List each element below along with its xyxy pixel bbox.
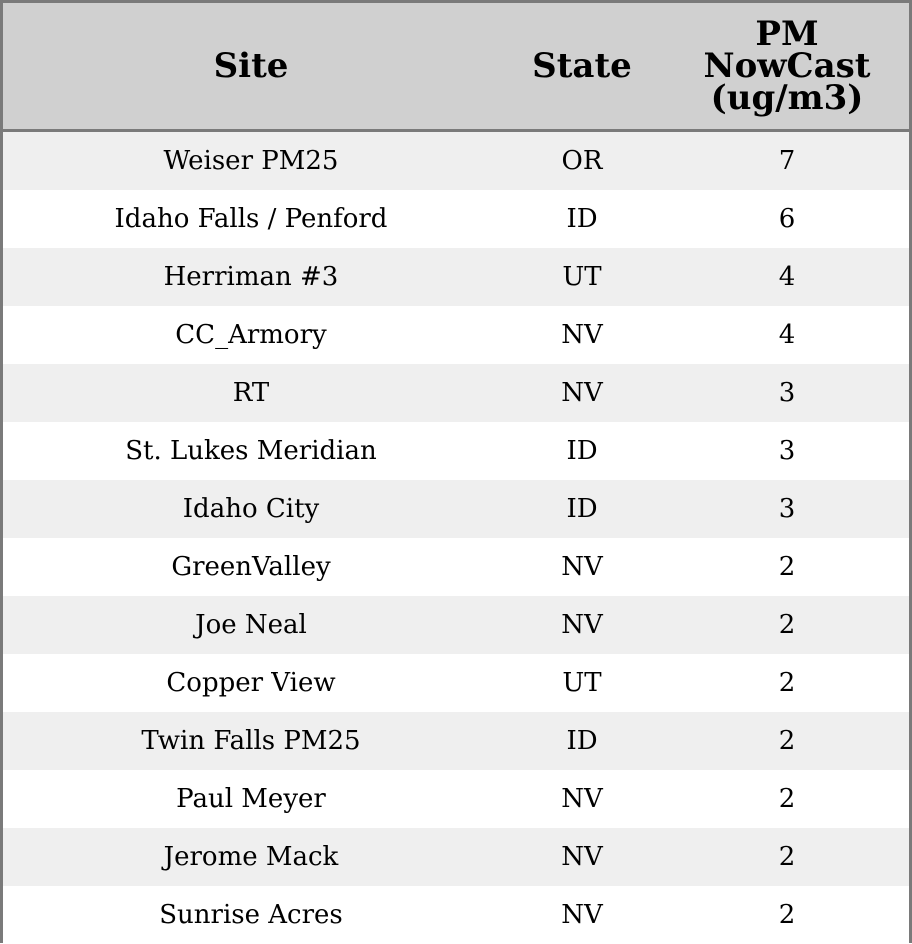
table-row: [3, 190, 909, 248]
table-header: [3, 3, 909, 132]
header-pm-nowcast: [665, 3, 909, 129]
cell-state: ID: [566, 436, 598, 466]
header-site-line: Site: [213, 46, 289, 86]
table-row: [3, 248, 909, 306]
cell-state: NV: [561, 784, 603, 814]
cell-pm-nowcast: 3: [778, 436, 796, 466]
cell-pm-nowcast: 4: [778, 262, 796, 292]
cell-state: UT: [562, 262, 602, 292]
cell-state: NV: [561, 552, 603, 582]
header-site: [3, 3, 499, 129]
cell-pm-nowcast: 2: [778, 842, 796, 872]
cell-site: Weiser PM25: [163, 146, 339, 176]
cell-site: Twin Falls PM25: [141, 726, 361, 756]
cell-site: RT: [232, 378, 270, 408]
cell-site: GreenValley: [171, 552, 331, 582]
header-pm-line-2: NowCast: [703, 46, 871, 86]
cell-pm-nowcast: 3: [778, 494, 796, 524]
cell-pm-nowcast: 2: [778, 726, 796, 756]
cell-site: St. Lukes Meridian: [125, 436, 377, 466]
table-row: [3, 712, 909, 770]
cell-site: Idaho City: [182, 494, 320, 524]
cell-site: Idaho Falls / Penford: [114, 204, 388, 234]
table-row: [3, 770, 909, 828]
cell-site: CC_Armory: [175, 320, 327, 350]
header-state: [499, 3, 665, 129]
cell-site: Copper View: [166, 668, 336, 698]
cell-site: Paul Meyer: [176, 784, 326, 814]
header-state-line: State: [532, 46, 632, 86]
cell-pm-nowcast: 2: [778, 668, 796, 698]
cell-state: ID: [566, 204, 598, 234]
table-row: [3, 654, 909, 712]
table-row: [3, 480, 909, 538]
cell-pm-nowcast: 2: [778, 900, 796, 930]
cell-pm-nowcast: 7: [778, 146, 796, 176]
cell-pm-nowcast: 3: [778, 378, 796, 408]
table-row: [3, 132, 909, 190]
cell-site: Jerome Mack: [163, 842, 339, 872]
cell-state: UT: [562, 668, 602, 698]
cell-state: NV: [561, 610, 603, 640]
cell-state: NV: [561, 378, 603, 408]
cell-state: OR: [561, 146, 603, 176]
table-row: [3, 828, 909, 886]
table-row: [3, 306, 909, 364]
table-row: [3, 886, 909, 944]
cell-pm-nowcast: 2: [778, 784, 796, 814]
cell-state: NV: [561, 900, 603, 930]
table-row: [3, 364, 909, 422]
table-row: [3, 596, 909, 654]
table-body: [3, 132, 909, 940]
cell-pm-nowcast: 2: [778, 552, 796, 582]
cell-state: ID: [566, 494, 598, 524]
table-row: [3, 422, 909, 480]
cell-site: Joe Neal: [195, 610, 307, 640]
table-row: [3, 538, 909, 596]
header-pm-line-3: (ug/m3): [710, 78, 864, 118]
cell-site: Sunrise Acres: [159, 900, 343, 930]
cell-site: Herriman #3: [163, 262, 339, 292]
cell-pm-nowcast: 4: [778, 320, 796, 350]
cell-pm-nowcast: 6: [778, 204, 796, 234]
cell-state: ID: [566, 726, 598, 756]
header-pm-line-1: PM: [755, 14, 819, 54]
cell-pm-nowcast: 2: [778, 610, 796, 640]
cell-state: NV: [561, 320, 603, 350]
cell-state: NV: [561, 842, 603, 872]
